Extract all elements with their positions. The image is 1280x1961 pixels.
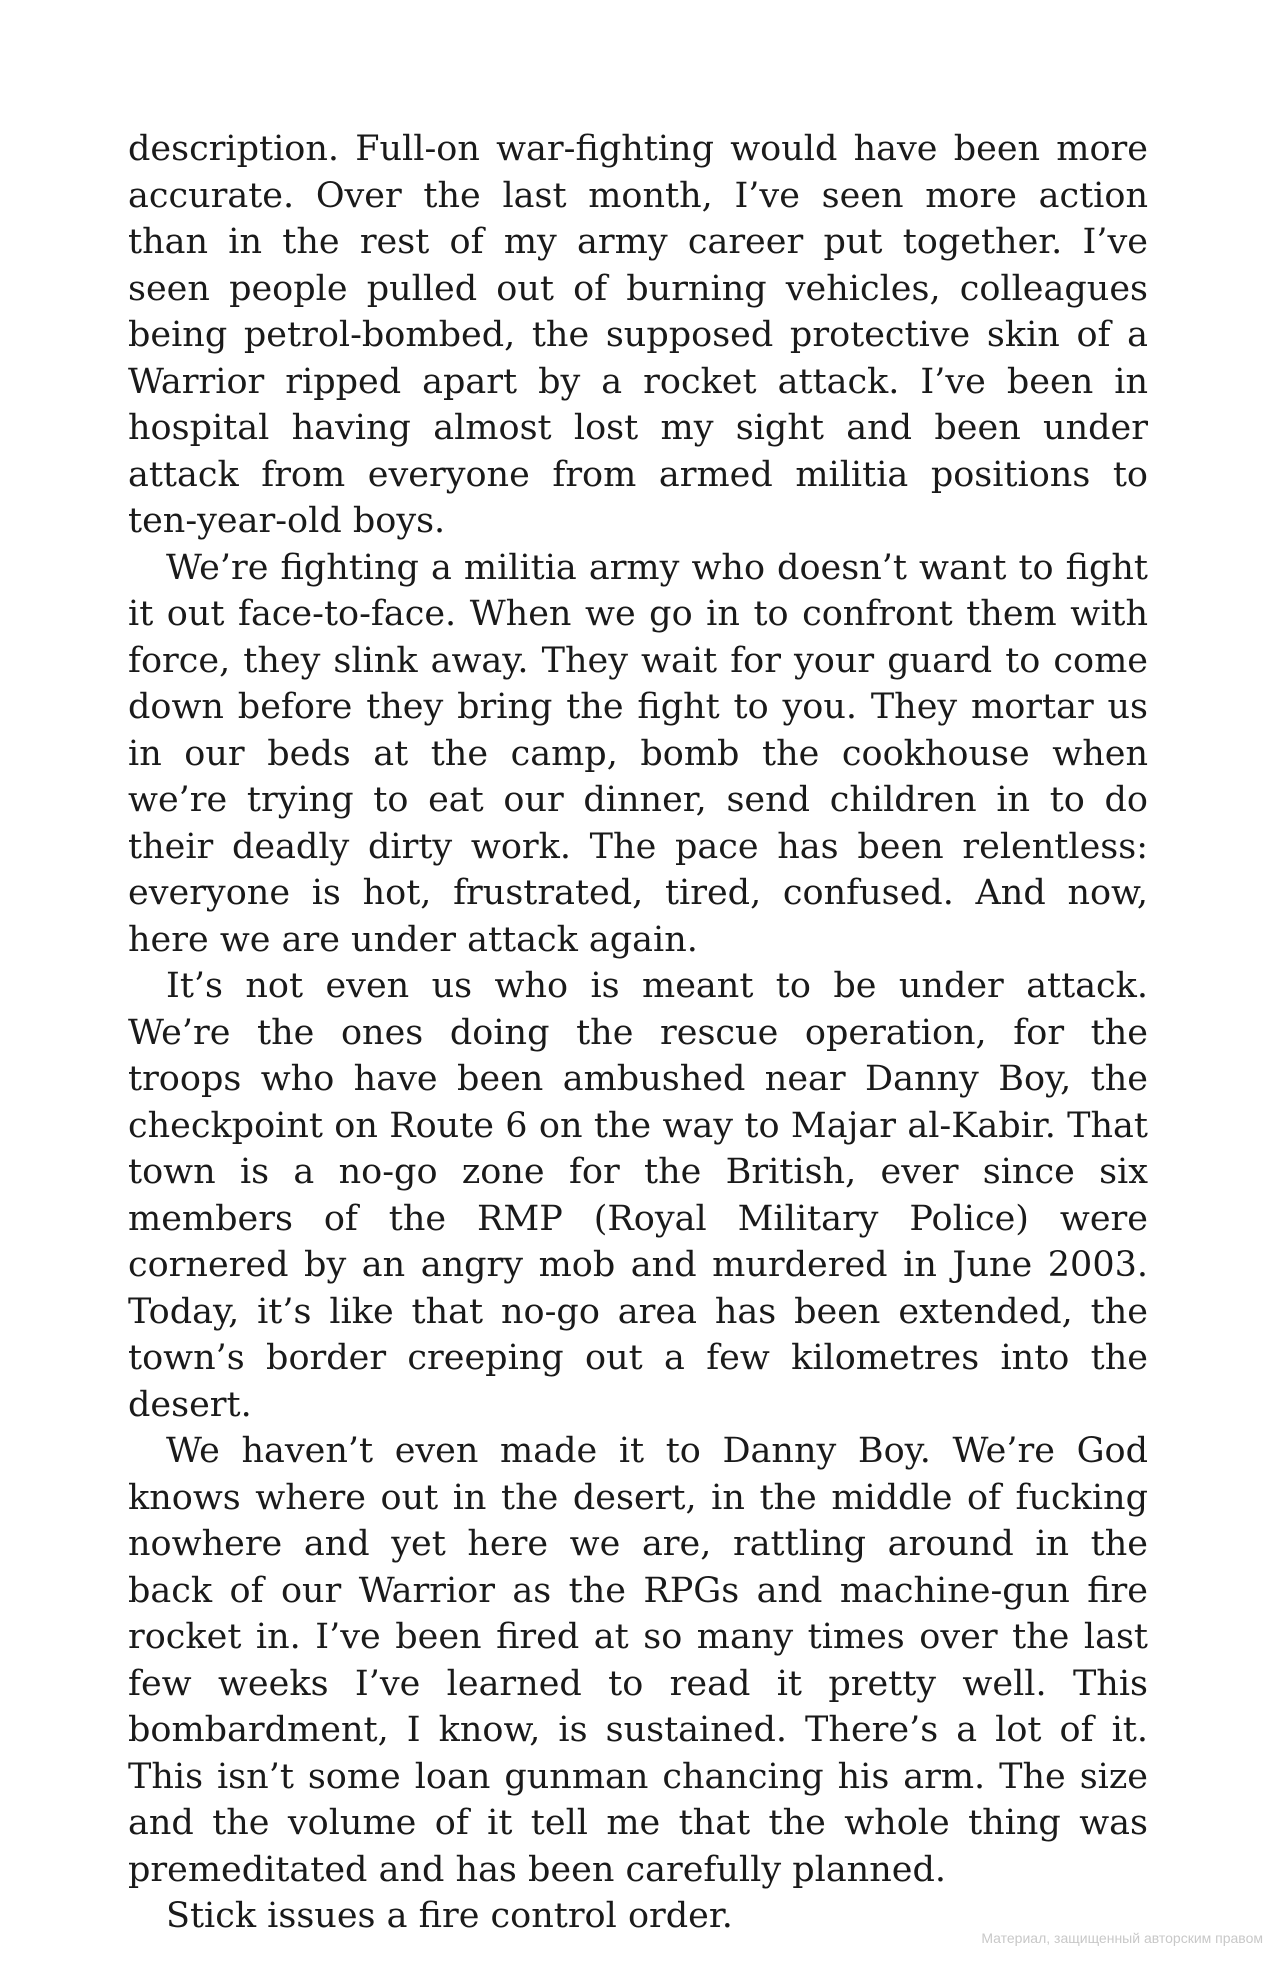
paragraph-continuation: description. Full-on war-fighting would have been more accurate. Over the last month, I’ve seen more action than in the rest of my army career put together. I’ve seen people pulled out of burning vehicles, colleagues being petrol-bombed, the supposed protective skin of a Warrior ripped apart by a rocket attack. I’ve been in hospital having almost lost my sight and been under attack from everyone from armed militia positions to ten-year-old boys. [128,129,1148,541]
paragraph: It’s not even us who is meant to be under attack. We’re the ones doing the rescue operation, for the troops who have been ambushed near Danny Boy, the checkpoint on Route 6 on the way to Majar al-Kabir. That town is a no-go zone for the British, ever since six members of the RMP (Royal Military Police) were cornered by an angry mob and murdered in June 2003. Today, it’s like that no-go area has been extended, the town’s border creeping out a few kilometres into the desert. [128,966,1148,1425]
paragraph: We’re fighting a militia army who doesn’t want to fight it out face-to-face. When we go in to confront them with force, they slink away. They wait for your guard to come down before they bring the fight to you. They mortar us in our beds at the camp, bomb the cookhouse when we’re trying to eat our dinner, send children in to do their deadly dirty work. The pace has been relentless: everyone is hot, frustrated, tired, confused. And now, here we are under attack again. [128,547,1148,960]
copyright-watermark: Материал, защищенный авторским правом [981,1930,1263,1946]
paragraph: Stick issues a fire control order. [166,1896,733,1936]
body-text [128,126,1148,1940]
paragraph: We haven’t even made it to Danny Boy. We’re God knows where out in the desert, in the middle of fucking nowhere and yet here we are, rattling around in the back of our Warrior as the RPGs and machine-gun fire rocket in. I’ve been fired at so many times over the last few weeks I’ve learned to read it pretty well. This bombardment, I know, is sustained. There’s a lot of it. This isn’t some loan gunman chancing his arm. The size and the volume of it tell me that the whole thing was premeditated and has been carefully planned. [128,1431,1148,1890]
